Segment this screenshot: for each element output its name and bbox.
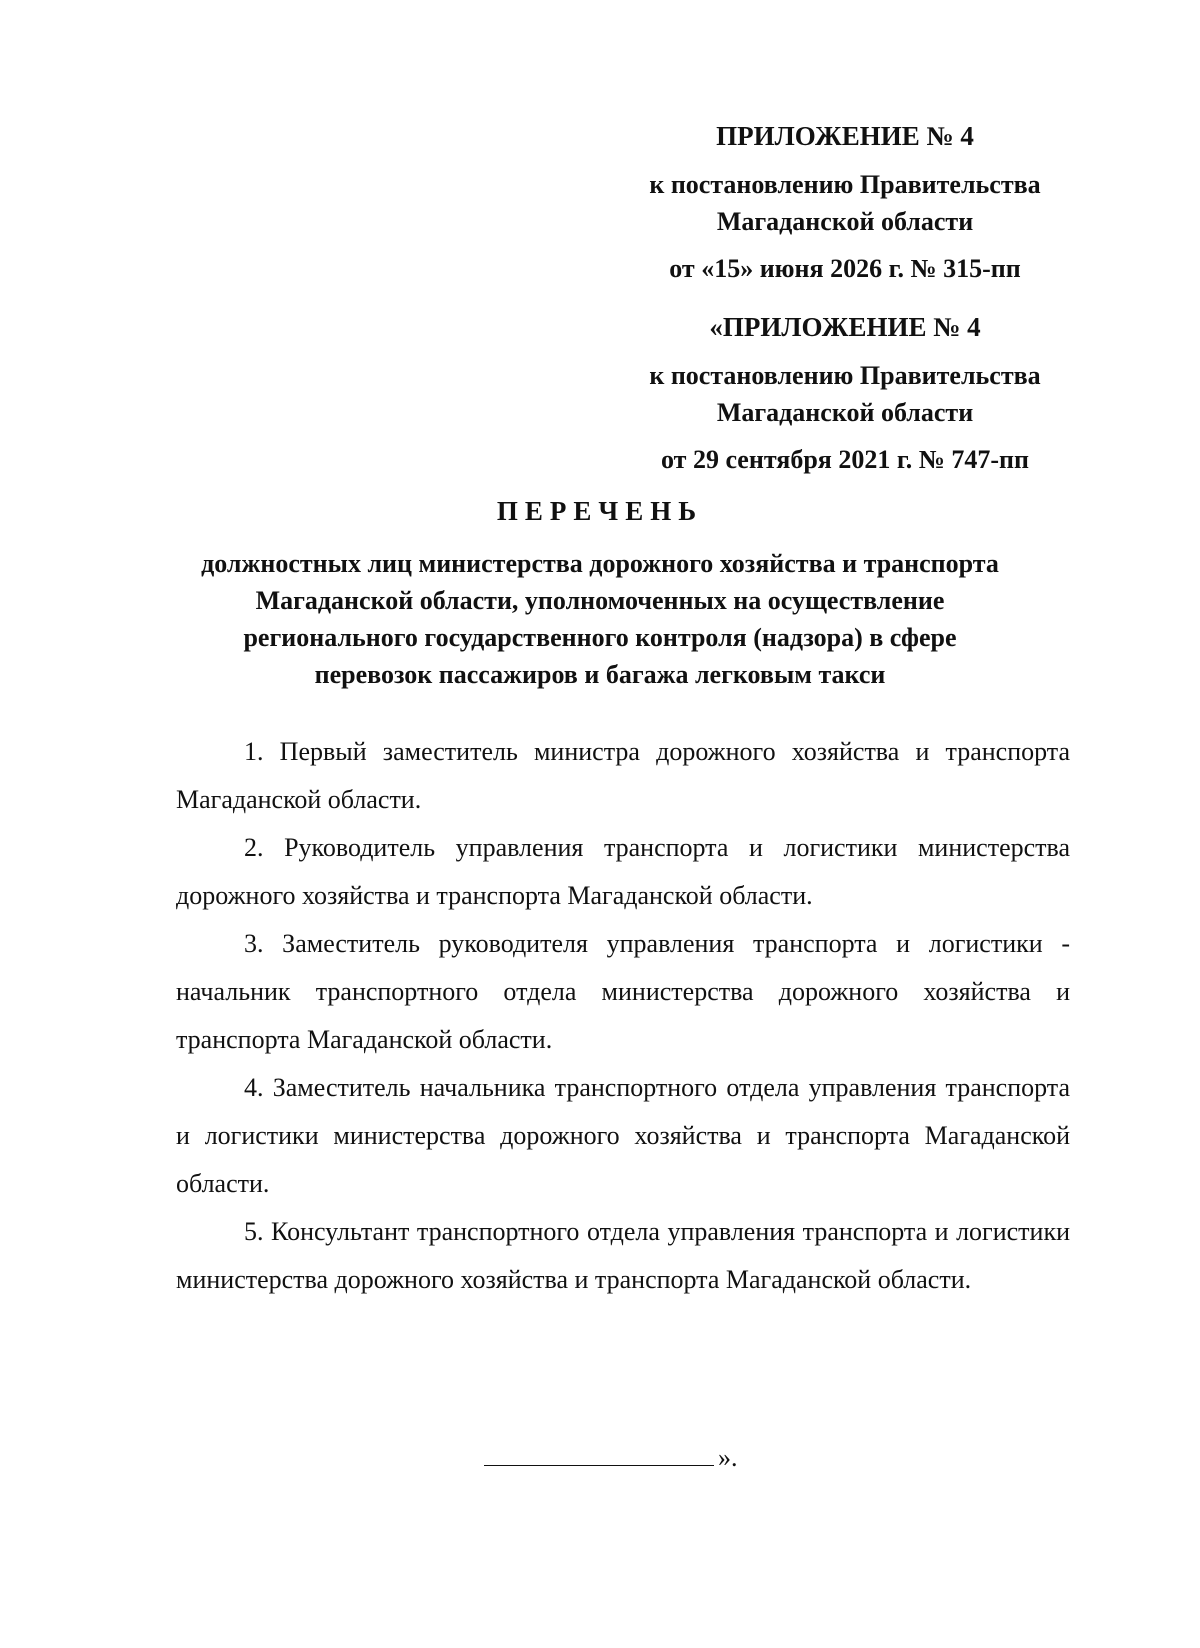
list-item: 5. Консультант транспортного отдела управления транспорта и логистики министерства дорожного хозяйства и транспорта Магаданской области. [176,1217,1070,1294]
attachment-header-original [620,309,1070,478]
attachment-date-line: от «15» июня 2026 г. № 315-пп [669,254,1021,283]
attachment-date-line: от 29 сентября 2021 г. № 747-пп [661,445,1029,474]
closing-underline [484,1445,714,1466]
attachment-resolution-line: к постановлению Правительства [649,361,1041,390]
attachment-region-line: Магаданской области [716,207,974,236]
officials-list [176,728,1070,1304]
closing-quote: ». [718,1443,738,1472]
list-item: 3. Заместитель руководителя управления транспорта и логистики - начальник транспортного отдела министерства дорожного хозяйства и транспорта Магаданской области. [176,929,1070,1054]
document-title: ПЕРЕЧЕНЬ [496,496,704,526]
subtitle-line: Магаданской области, уполномоченных на осуществление [255,586,945,615]
list-item: 1. Первый заместитель министра дорожного хозяйства и транспорта Магаданской области. [176,737,1070,814]
document-title-block [120,493,1080,693]
list-item: 2. Руководитель управления транспорта и логистики министерства дорожного хозяйства и транспорта Магаданской области. [176,833,1070,910]
attachment-heading: «ПРИЛОЖЕНИЕ № 4 [709,312,981,342]
attachment-region-line: Магаданской области [716,398,974,427]
attachment-header-current [620,118,1070,287]
subtitle-line: регионального государственного контроля (надзора) в сфере [243,623,957,652]
subtitle-line: должностных лиц министерства дорожного хозяйства и транспорта [201,549,999,578]
closing-mark [484,1440,738,1476]
subtitle-line: перевозок пассажиров и багажа легковым такси [314,660,886,689]
document-subtitle [120,545,1080,693]
attachment-resolution-line: к постановлению Правительства [649,170,1041,199]
list-item: 4. Заместитель начальника транспортного отдела управления транспорта и логистики министерства дорожного хозяйства и транспорта Магаданской области. [176,1073,1070,1198]
attachment-heading: ПРИЛОЖЕНИЕ № 4 [716,121,974,151]
